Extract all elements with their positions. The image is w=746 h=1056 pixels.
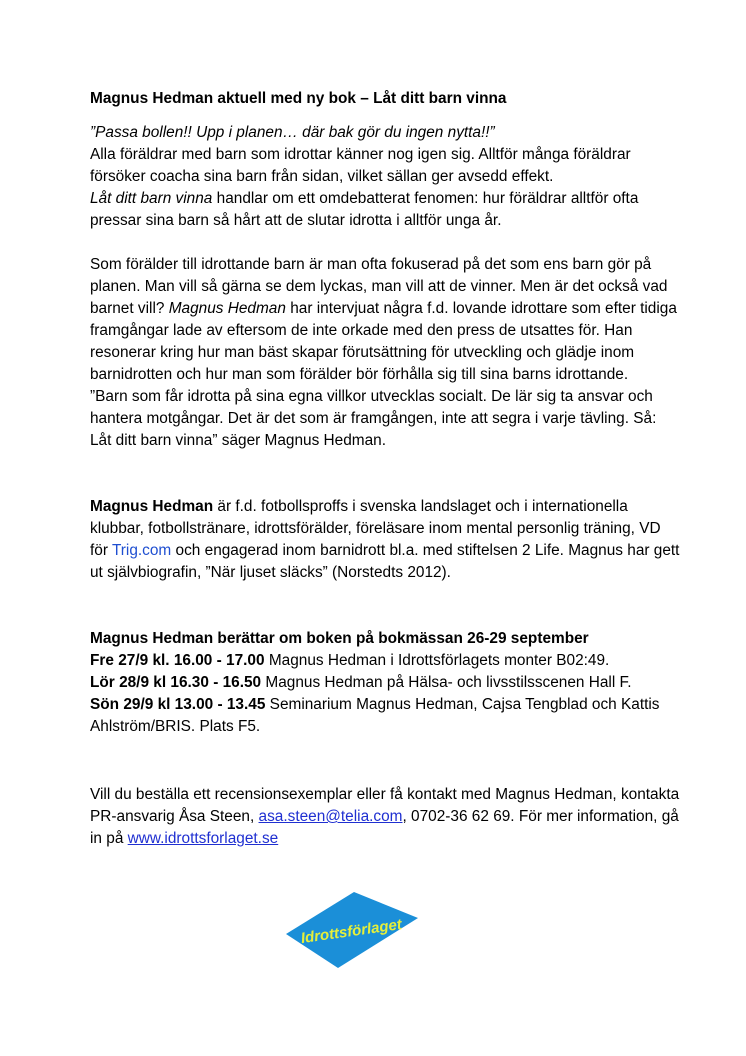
- event-when: Sön 29/9 kl 13.00 - 13.45: [90, 696, 266, 713]
- events-section: [90, 628, 680, 738]
- event-what: Magnus Hedman på Hälsa- och livsstilsscenen Hall F.: [261, 674, 632, 691]
- event-what: Magnus Hedman i Idrottsförlagets monter B02:49.: [264, 652, 610, 669]
- bio-paragraph: [90, 496, 680, 584]
- event-item: [90, 650, 680, 672]
- press-release: [90, 88, 680, 850]
- bio-text-1: är f.d. fotbollsproffs i svenska landslaget och i internationella klubbar, fotbollstränare, idrottsförälder, föreläsare inom mental personlig träning, VD för: [90, 498, 661, 559]
- intro-paragraph: [90, 122, 680, 232]
- trig-link[interactable]: Trig.com: [111, 542, 172, 559]
- logo-text: Idrottsförlaget: [299, 916, 403, 948]
- contact-text-2: , 0702-36 62 69. För mer information, gå in på: [90, 808, 679, 847]
- event-item: [90, 694, 680, 738]
- event-when: Lör 28/9 kl 16.30 - 16.50: [90, 674, 262, 691]
- body-text-1: Som förälder till idrottande barn är man ofta fokuserad på det som ens barn gör på planen. Man vill så gärna se dem lyckas, man vill att de vinner. Men är det också vad barnet vill?: [90, 256, 668, 317]
- intro-text-2: handlar om ett omdebatterat fenomen: hur föräldrar alltför ofta pressar sina barn så hårt att de slutar idrotta i alltför unga år.: [90, 190, 639, 229]
- intro-quote: ”Passa bollen!! Upp i planen… där bak gör du ingen nytta!!”: [90, 124, 495, 141]
- bio-name: Magnus Hedman: [90, 498, 214, 515]
- bio-text-2: och engagerad inom barnidrott bl.a. med stiftelsen 2 Life. Magnus har gett ut självbiografin, ”När ljuset släcks” (Norstedts 2012).: [90, 542, 680, 581]
- book-title: Låt ditt barn vinna: [90, 190, 213, 207]
- events-heading: Magnus Hedman berättar om boken på bokmässan 26-29 september: [90, 630, 589, 647]
- event-item: [90, 672, 680, 694]
- author-name-italic: Magnus Hedman: [168, 300, 286, 317]
- body-paragraph: [90, 254, 680, 452]
- intro-text-1: Alla föräldrar med barn som idrottar känner nog igen sig. Alltför många föräldrar försöker coacha sina barn från sidan, vilket sällan ger avsedd effekt.: [90, 146, 631, 185]
- event-when: Fre 27/9 kl. 16.00 - 17.00: [90, 652, 265, 669]
- email-link[interactable]: asa.steen@telia.com: [258, 808, 403, 825]
- website-link[interactable]: www.idrottsforlaget.se: [127, 830, 279, 847]
- event-what: Seminarium Magnus Hedman, Cajsa Tengblad och Kattis Ahlström/BRIS. Plats F5.: [90, 696, 660, 735]
- page-title: Magnus Hedman aktuell med ny bok – Låt ditt barn vinna: [90, 90, 507, 107]
- idrottsforlaget-logo: [282, 890, 422, 970]
- body-quote: ”Barn som får idrotta på sina egna villkor utvecklas socialt. De lär sig ta ansvar och hantera motgångar. Det är det som är framgången, inte att segra i varje tävling. Så: Låt ditt barn vinna” säger Magnus Hedman.: [90, 388, 657, 449]
- body-text-2: har intervjuat några f.d. lovande idrottare som efter tidiga framgångar lade av eftersom de inte orkade med den press de utsattes för. Han resonerar kring hur man bäst skapar förutsättning för utveckling och glädje inom barnidrotten och hur man som förälder bör förhålla sig till sina barns idrottande.: [90, 300, 677, 383]
- contact-text-1: Vill du beställa ett recensionsexemplar eller få kontakt med Magnus Hedman, kontakta PR-ansvarig Åsa Steen,: [90, 786, 680, 825]
- contact-paragraph: [90, 784, 680, 850]
